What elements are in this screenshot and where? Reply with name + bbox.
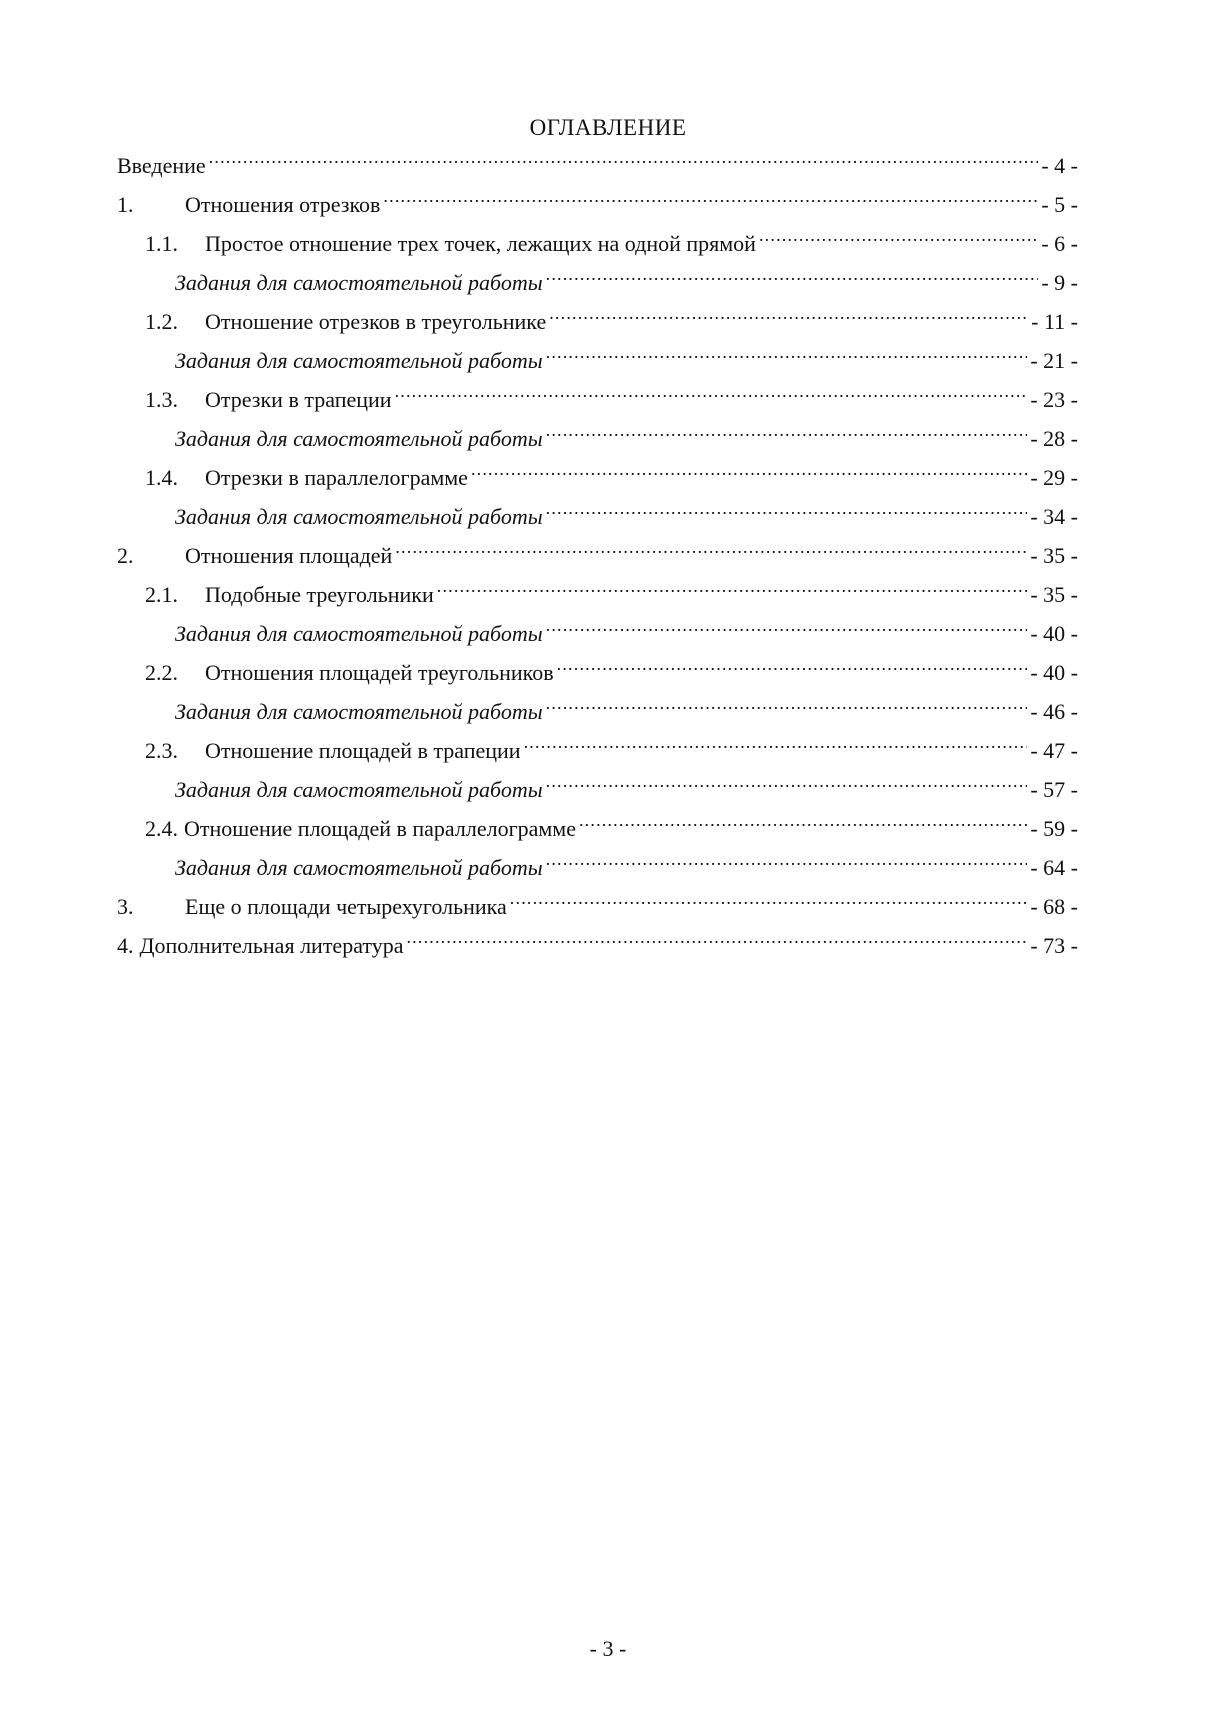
toc-entry[interactable] <box>117 730 1078 769</box>
toc-entry-title: Задания для самостоятельной работы <box>175 348 543 373</box>
toc-entry-page: - 34 - <box>1030 504 1078 529</box>
toc-entry-title: Отношения отрезков <box>185 192 381 217</box>
toc-entry[interactable] <box>117 223 1078 262</box>
dot-leader <box>524 730 1028 758</box>
dot-leader <box>546 262 1039 290</box>
toc-entry[interactable] <box>117 574 1078 613</box>
toc-entry-number: 1. <box>117 192 134 217</box>
toc-entry-page: - 6 - <box>1041 231 1078 256</box>
dot-leader <box>546 691 1028 719</box>
toc-entry[interactable] <box>117 457 1078 496</box>
toc-entry-number: 1.4. <box>145 465 178 490</box>
toc-entry-number: 2.2. <box>145 660 178 685</box>
toc-entry-title: Задания для самостоятельной работы <box>175 777 543 802</box>
toc-entry-title: Подобные треугольники <box>205 582 434 607</box>
toc-entry-title: Отношения площадей треугольников <box>205 660 554 685</box>
toc-entry-page: - 64 - <box>1030 855 1078 880</box>
toc-entry-title: Введение <box>117 153 206 178</box>
toc-entry-title: Отношение площадей в параллелограмме <box>184 816 576 841</box>
toc-entry-page: - 5 - <box>1041 192 1078 217</box>
toc-entry[interactable] <box>117 262 1078 301</box>
toc-entry-page: - 35 - <box>1030 582 1078 607</box>
toc-title: ОГЛАВЛЕНИЕ <box>529 115 687 140</box>
toc-entry-title: Отношение площадей в трапеции <box>205 738 521 763</box>
toc-entry-page: - 57 - <box>1030 777 1078 802</box>
dot-leader <box>546 847 1028 875</box>
toc-entry-page: - 21 - <box>1030 348 1078 373</box>
dot-leader <box>383 184 1038 212</box>
toc-entry[interactable] <box>117 340 1078 379</box>
dot-leader <box>546 769 1028 797</box>
toc-entry-page: - 29 - <box>1030 465 1078 490</box>
page-number: - 3 - <box>589 1636 627 1661</box>
toc-entry-number: 2.1. <box>145 582 178 607</box>
toc-entry[interactable] <box>117 379 1078 418</box>
dot-leader <box>395 379 1028 407</box>
toc-entry[interactable] <box>117 769 1078 808</box>
toc-entry-title: Еще о площади четырехугольника <box>185 894 507 919</box>
toc-entry-number: 1.2. <box>145 309 178 334</box>
toc-entry-title: Отношения площадей <box>185 543 393 568</box>
toc-entry-number: 4. <box>117 933 134 958</box>
toc-entry[interactable] <box>117 496 1078 535</box>
toc-entry[interactable] <box>117 613 1078 652</box>
toc-entry[interactable] <box>117 535 1078 574</box>
toc-entry-page: - 40 - <box>1030 621 1078 646</box>
toc-entry-title: Дополнительная литература <box>139 933 404 958</box>
dot-leader <box>209 145 1039 173</box>
toc-entry[interactable] <box>117 418 1078 457</box>
toc-entry-page: - 11 - <box>1031 309 1078 334</box>
toc-entry-number: 3. <box>117 894 134 919</box>
toc-entry-page: - 40 - <box>1030 660 1078 685</box>
toc-entry[interactable] <box>117 925 1078 964</box>
dot-leader <box>546 418 1028 446</box>
toc-entry-title: Простое отношение трех точек, лежащих на одной прямой <box>205 231 756 256</box>
toc-entry-title: Задания для самостоятельной работы <box>175 855 543 880</box>
toc-entry-title: Отрезки в параллелограмме <box>205 465 468 490</box>
toc-entry[interactable] <box>117 808 1078 847</box>
dot-leader <box>579 808 1027 836</box>
dot-leader <box>549 301 1028 329</box>
toc-entry-page: - 23 - <box>1030 387 1078 412</box>
toc-entry-page: - 73 - <box>1030 933 1078 958</box>
dot-leader <box>510 886 1028 914</box>
dot-leader <box>546 613 1028 641</box>
toc-entry-title: Задания для самостоятельной работы <box>175 270 543 295</box>
toc-entry-number: 2. <box>117 543 134 568</box>
toc-entry-page: - 46 - <box>1030 699 1078 724</box>
toc-entry-number: 1.3. <box>145 387 178 412</box>
dot-leader <box>546 340 1028 368</box>
toc-entry-title: Отрезки в трапеции <box>205 387 392 412</box>
toc-entry-page: - 28 - <box>1030 426 1078 451</box>
toc-entry-page: - 68 - <box>1030 894 1078 919</box>
toc-entry-title: Отношение отрезков в треугольнике <box>205 309 547 334</box>
dot-leader <box>557 652 1028 680</box>
toc-entry[interactable] <box>117 847 1078 886</box>
dot-leader <box>395 535 1027 563</box>
toc-entry-number: 2.4. <box>145 816 178 841</box>
toc-entry[interactable] <box>117 886 1078 925</box>
toc-entry-page: - 47 - <box>1030 738 1078 763</box>
toc-entry-title: Задания для самостоятельной работы <box>175 699 543 724</box>
toc-entry-page: - 59 - <box>1030 816 1078 841</box>
toc-entry[interactable] <box>117 652 1078 691</box>
dot-leader <box>406 925 1027 953</box>
toc-entry[interactable] <box>117 145 1078 184</box>
toc-entry-title: Задания для самостоятельной работы <box>175 621 543 646</box>
table-of-contents <box>117 145 1078 964</box>
toc-entry-number: 2.3. <box>145 738 178 763</box>
toc-entry-page: - 4 - <box>1041 153 1078 178</box>
toc-entry-title: Задания для самостоятельной работы <box>175 426 543 451</box>
toc-entry-title: Задания для самостоятельной работы <box>175 504 543 529</box>
toc-entry[interactable] <box>117 184 1078 223</box>
dot-leader <box>546 496 1028 524</box>
toc-entry[interactable] <box>117 301 1078 340</box>
dot-leader <box>437 574 1028 602</box>
dot-leader <box>471 457 1027 485</box>
toc-entry-page: - 9 - <box>1041 270 1078 295</box>
dot-leader <box>759 223 1038 251</box>
toc-entry-page: - 35 - <box>1030 543 1078 568</box>
toc-entry[interactable] <box>117 691 1078 730</box>
toc-entry-number: 1.1. <box>145 231 178 256</box>
